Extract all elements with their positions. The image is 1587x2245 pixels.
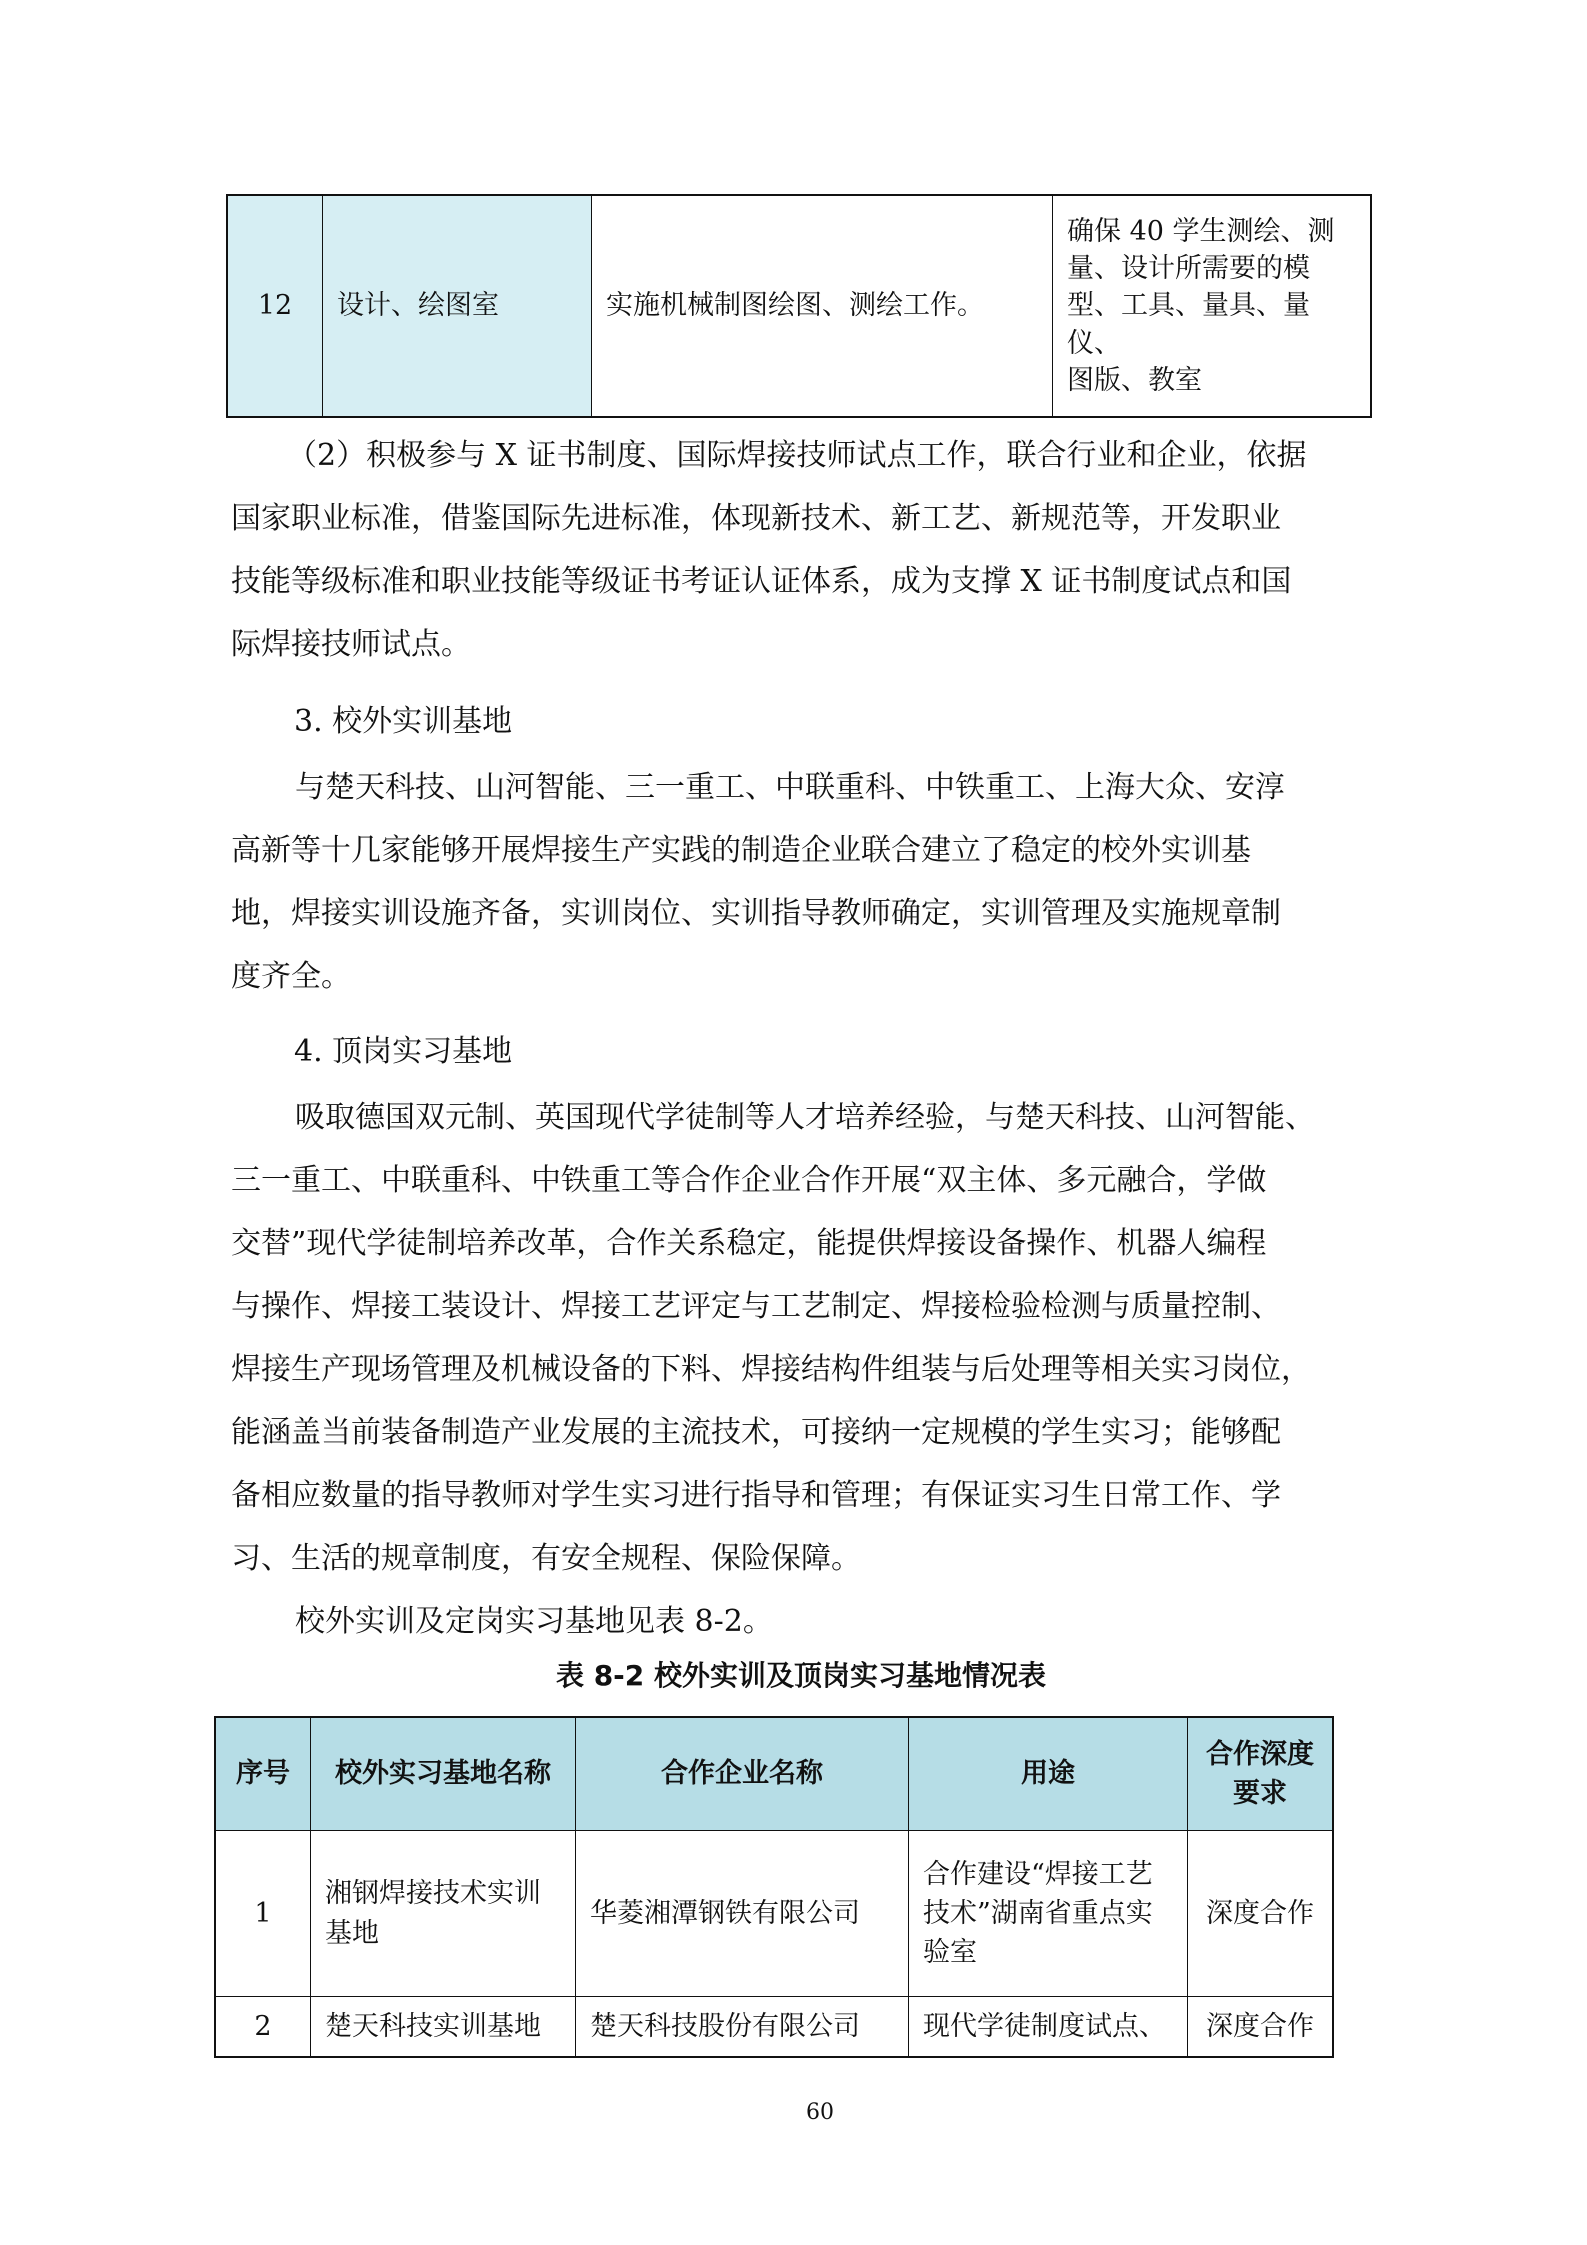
text-line: 地，焊接实训设施齐备，实训岗位、实训指导教师确定，实训管理及实施规章制 [231, 896, 1281, 931]
header-number: 序号 [215, 1717, 311, 1831]
table-row [215, 1997, 1333, 2057]
table-row [215, 1831, 1333, 1997]
cell-company: 楚天科技股份有限公司 [576, 1997, 909, 2057]
section-heading-external-training: 3. 校外实训基地 [294, 704, 513, 739]
text-line: 高新等十几家能够开展焊接生产实践的制造企业联合建立了稳定的校外实训基 [231, 833, 1251, 868]
text-line: 三一重工、中联重科、中铁重工等合作企业合作开展“双主体、多元融合，学做 [231, 1163, 1267, 1198]
room-name: 设计、绘图室 [323, 195, 592, 417]
room-function: 实施机械制图绘图、测绘工作。 [592, 195, 1053, 417]
cell-number: 1 [215, 1831, 311, 1997]
text-line: 国家职业标准，借鉴国际先进标准，体现新技术、新工艺、新规范等，开发职业 [231, 501, 1281, 536]
text-line: （2）积极参与 X 证书制度、国际焊接技师试点工作，联合行业和企业，依据 [287, 438, 1307, 473]
cell-base-name: 湘钢焊接技术实训基地 [311, 1831, 576, 1997]
equipment-table [226, 194, 1372, 418]
text-line: 校外实训及定岗实习基地见表 8-2。 [295, 1604, 773, 1639]
table-caption: 表 8-2 校外实训及顶岗实习基地情况表 [555, 1659, 1047, 1692]
page-number: 60 [806, 2100, 834, 2125]
cell-depth: 深度合作 [1188, 1831, 1334, 1997]
paragraph-x-certificate [231, 424, 1371, 676]
cell-depth: 深度合作 [1188, 1997, 1334, 2057]
header-use: 用途 [909, 1717, 1188, 1831]
header-company: 合作企业名称 [576, 1717, 909, 1831]
text-line: 交替”现代学徒制培养改革，合作关系稳定，能提供焊接设备操作、机器人编程 [231, 1226, 1267, 1261]
text-line: 吸取德国双元制、英国现代学徒制等人才培养经验，与楚天科技、山河智能、 [295, 1100, 1315, 1135]
table-row [227, 195, 1371, 417]
cell-number: 2 [215, 1997, 311, 2057]
text-line: 与楚天科技、山河智能、三一重工、中联重科、中铁重工、上海大众、安淳 [295, 770, 1285, 805]
cell-use: 现代学徒制度试点、 [909, 1997, 1188, 2057]
room-equipment [1053, 195, 1372, 417]
equipment-line: 图版、教室 [1067, 364, 1202, 396]
cell-use: 合作建设“焊接工艺技术”湖南省重点实验室 [909, 1831, 1188, 1997]
paragraph-table-reference [231, 1590, 1371, 1653]
text-line: 度齐全。 [231, 959, 351, 994]
text-line: 焊接生产现场管理及机械设备的下料、焊接结构件组装与后处理等相关实习岗位， [231, 1352, 1311, 1387]
text-line: 际焊接技师试点。 [231, 627, 471, 662]
row-number: 12 [227, 195, 323, 417]
table-header-row [215, 1717, 1333, 1831]
text-line: 备相应数量的指导教师对学生实习进行指导和管理；有保证实习生日常工作、学 [231, 1478, 1281, 1513]
text-line: 与操作、焊接工装设计、焊接工艺评定与工艺制定、焊接检验检测与质量控制、 [231, 1289, 1281, 1324]
header-depth: 合作深度要求 [1188, 1717, 1334, 1831]
cell-company: 华菱湘潭钢铁有限公司 [576, 1831, 909, 1997]
training-base-table [214, 1716, 1334, 2058]
equipment-line: 量、设计所需要的模 [1067, 253, 1310, 285]
header-base-name: 校外实习基地名称 [311, 1717, 576, 1831]
text-line: 能涵盖当前装备制造产业发展的主流技术，可接纳一定规模的学生实习；能够配 [231, 1415, 1281, 1450]
equipment-line: 确保 40 学生测绘、测 [1067, 215, 1335, 247]
text-line: 习、生活的规章制度，有安全规程、保险保障。 [231, 1541, 861, 1576]
cell-base-name: 楚天科技实训基地 [311, 1997, 576, 2057]
section-heading-internship: 4. 顶岗实习基地 [294, 1034, 513, 1069]
paragraph-external-training [231, 756, 1371, 1008]
equipment-line: 型、工具、量具、量仪、 [1067, 290, 1310, 359]
text-line: 技能等级标准和职业技能等级证书考证认证体系，成为支撑 X 证书制度试点和国 [231, 564, 1292, 599]
paragraph-internship [231, 1086, 1371, 1590]
